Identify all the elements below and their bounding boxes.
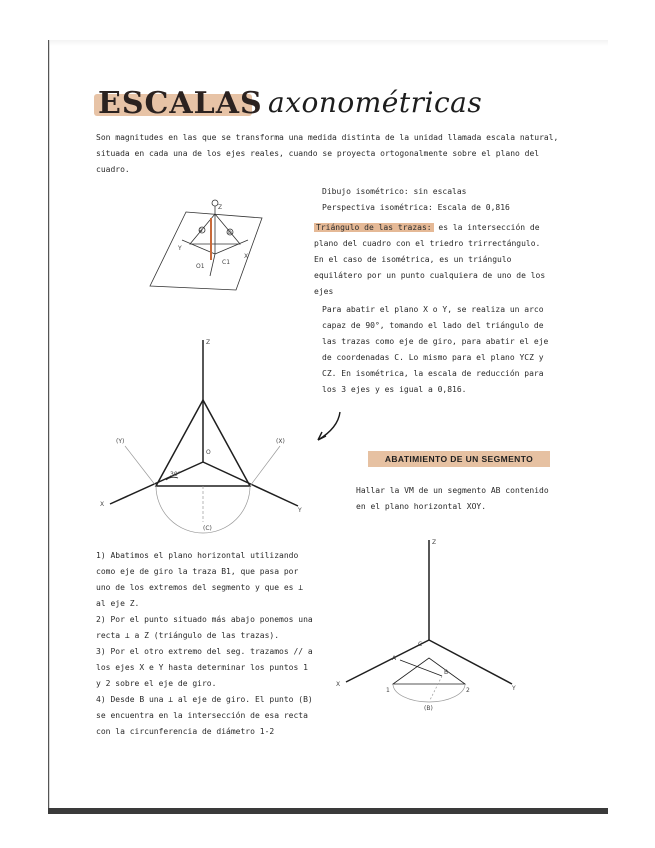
fig2-axis-y (203, 462, 298, 506)
triangulo-text: es la intersección de plano del cuadro con el triedro trirrectángulo. En el caso de isométrica, es un triángulo equilátero por un punto cualquiera de uno de los ejes (314, 223, 546, 296)
step-3: 3) Por el otro extremo del seg. trazamos // a los ejes X e Y hasta determinar los puntos 1 y 2 sobre el eje de giro. (96, 647, 313, 688)
step-2: 2) Por el punto situado más abajo ponemos una recta ⊥ a Z (triángulo de las trazas). (96, 615, 313, 640)
fig1-label-z: Z (218, 204, 223, 211)
fig1-label-x: X (244, 253, 249, 260)
fig3-label-b: B (444, 669, 449, 676)
fig3-label-b-abat: (B) (424, 705, 433, 712)
fig2-label-y-abat: (Y) (116, 438, 125, 445)
fig1-label-a: a (199, 227, 203, 234)
fig1-label-y: Y (178, 245, 182, 252)
fig3-perp-b (430, 676, 442, 700)
plane-square (150, 212, 262, 290)
figure-triedro (150, 200, 262, 290)
fig3-label-z: Z (432, 539, 437, 546)
fig2-label-o: O (206, 449, 211, 456)
figure-abatimiento (336, 539, 516, 712)
fig2-abat-y (125, 446, 156, 486)
fig2-label-c: (C) (203, 525, 212, 532)
fig3-label-x: X (336, 681, 341, 688)
fig3-label-1: 1 (386, 687, 390, 694)
fig1-axis-x (215, 240, 248, 254)
fig1-label-c1: C1 (222, 259, 231, 266)
fig2-axis-x (110, 462, 203, 504)
fig3-axis-x (346, 640, 429, 682)
scale-dibujo: Dibujo isométrico: sin escalas (322, 187, 467, 196)
scale-perspectiva: Perspectiva isométrica: Escala de 0,816 (322, 203, 510, 212)
fig3-label-y: Y (512, 685, 516, 692)
arrow-head (318, 432, 326, 440)
step-4: 4) Desde B una ⊥ al eje de giro. El punto (B) se encuentra en la intersección de esa recta con la circunferencia de diámetro 1-2 (96, 695, 313, 736)
page-title: ESCALAS (98, 86, 263, 121)
step-1: 1) Abatimos el plano horizontal utilizando como eje de giro la traza B1, que pasa por uno de los extremos del segmento y que es ⊥ al eje Z. (96, 551, 304, 608)
fig1-label-o1: O1 (196, 263, 205, 270)
fig1-label-b: b (228, 229, 232, 236)
fig2-label-z: Z (206, 339, 211, 346)
abatimiento-text: Hallar la VM de un segmento AB contenido en el plano horizontal XOY. (356, 486, 549, 511)
fig3-label-2: 2 (466, 687, 470, 694)
fig3-arc (393, 684, 465, 702)
fig2-label-x: X (100, 501, 105, 508)
fig2-label-y: Y (298, 507, 302, 514)
fig2-abat-x (250, 446, 280, 486)
fig2-label-angle: 30° (170, 471, 181, 478)
fig3-label-c: C (418, 641, 423, 648)
intro-paragraph: Son magnitudes en las que se transforma una medida distinta de la unidad llamada escala natural, situada en cada una de los ejes reales, cuando se proyecta ortogonalmente sobre el plano del cuadro. (96, 133, 559, 174)
page-subtitle: axonométricas (268, 86, 483, 119)
triangulo-label: Triángulo de las trazas: (316, 223, 432, 232)
fig2-label-x-abat: (X) (276, 438, 285, 445)
abatir-paragraph: Para abatir el plano X o Y, se realiza un arco capaz de 90°, tomando el lado del triángulo de las trazas como eje de giro, para abatir el eje de coordenadas C. Lo mismo para el plano YCZ y CZ. En isométrica, la escala de reducción para los 3 ejes y es igual a 0,816. (322, 305, 549, 394)
fig3-label-a: A (392, 655, 397, 662)
figure-isometric (100, 339, 302, 533)
arrow-curve (318, 412, 340, 440)
arrow-pointer (318, 412, 340, 440)
abatimiento-heading: ABATIMIENTO DE UN SEGMENTO (368, 451, 550, 467)
